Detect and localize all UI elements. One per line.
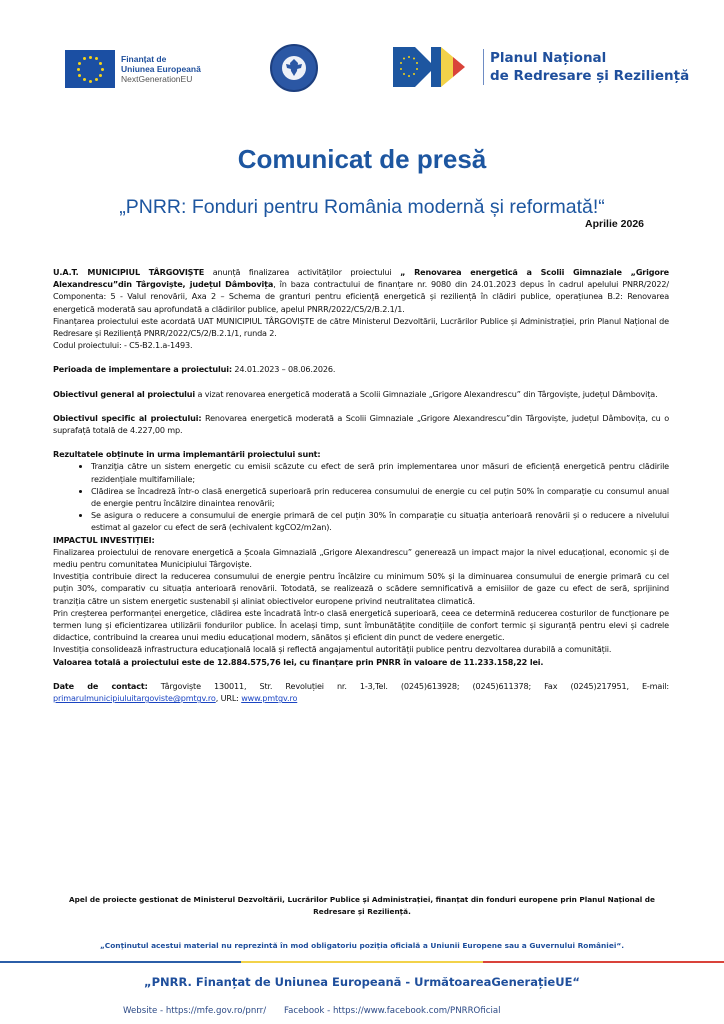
intro-text-1: anunță finalizarea activităților proiectului <box>204 267 401 277</box>
eu-star-icon <box>83 57 86 60</box>
contact-url-label: , URL: <box>215 693 242 704</box>
impact-heading <box>53 534 669 546</box>
eu-funding-logo <box>65 50 201 88</box>
eu-star-icon <box>99 74 102 77</box>
contact-label: Date de contact: <box>53 680 148 691</box>
eu-star-icon <box>89 80 92 83</box>
results-heading-text: Rezultatele obținute in urma implemantării proiectului sunt: <box>53 449 321 460</box>
eu-star-icon <box>95 78 98 81</box>
eu-flag-icon <box>65 50 115 88</box>
pnrr-logo-line1: Planul Național <box>490 50 607 66</box>
specific-objective <box>53 412 669 436</box>
implementation-period <box>53 363 669 375</box>
pnrr-logo-line2: de Redresare și Reziliență <box>490 68 690 84</box>
contact-email-link[interactable]: primarulmunicipiuluitargoviste@pmtgv.ro <box>53 693 216 704</box>
tricolor-divider <box>0 961 724 963</box>
period-value: 24.01.2023 – 08.06.2026. <box>231 364 336 375</box>
footer-slogan: „PNRR. Finanțat de Uniunea Europeană - UrmătoareaGenerațieUE“ <box>144 975 580 989</box>
impact-paragraph: Prin creșterea performanței energetice, clădirea este încadrată într-o clasă energetică superioară, ceea ce determină reducerea costurilor de funcționare pe termen lung și eficientizarea utilizării fondurilor publice. În același timp, sunt îmbunătățite condițiile de confort termic și siguranță pentru elevi și cadrele didactice, contribuind la crearea unui mediu educațional modern, sănătos și eficient din punct de vedere energetic. <box>53 607 669 643</box>
intro-text-2: , în baza contractului de finanțare nr. 9080 din 24.01.2023 depus în cadrul apelului PNRR/2022/ Componenta: 5 - Valul renovării, Axa 2 – Schema de granturi pentru eficiență energetică și reziliență în clădiri publice, operațiunea B.2: Renovarea energetică moderată sau aprofundată a clădirilor publice, apelul PNRR/2022/C5/2/B.2.1/1. <box>53 279 669 314</box>
release-date: Aprilie 2026 <box>585 218 644 230</box>
tricolor-yellow <box>241 961 482 963</box>
general-objective-text: a vizat renovarea energetică moderată a Scolii Gimnaziale „Grigore Alexandrescu” din Târgoviște, județul Dâmbovița. <box>195 388 658 399</box>
contact-text: Târgoviște 130011, Str. Revoluției nr. 1-3,Tel. (0245)613928; (0245)611378; Fax (0245)217951, E-mail: <box>147 680 669 691</box>
specific-objective-text: Renovarea energetică moderată a Scolii Gimnaziale „Grigore Alexandrescu”din Târgoviște, județul Dâmbovița, cu o suprafață totală de 4.227,00 mp. <box>53 412 670 436</box>
project-name: „ Renovarea energetică a Scolii Gimnaziale „Grigore Alexandrescu”din Târgoviște, județul Dâmbovița <box>53 267 670 290</box>
specific-objective-label: Obiectivul specific al proiectului: <box>53 412 202 423</box>
intro-entity: U.A.T. MUNICIPIUL TÂRGOVIȘTE <box>53 267 205 277</box>
project-value <box>53 656 669 668</box>
results-list-item: • Se asigura o reducere a consumului de energie primară de cel puțin 30% în comparație cu situația anterioară renovării și o reducere a nivelului estimat al gazelor cu efect de seră (echivalent kgCO2/m2an). <box>91 509 669 533</box>
eu-star-icon <box>83 78 86 81</box>
pnrr-logo <box>393 45 689 89</box>
eu-star-icon <box>101 68 104 71</box>
impact-paragraph: Investiția contribuie direct la reducerea consumului de energie pentru încălzire cu minimum 50% și la diminuarea consumului de energie primară cu cel puțin 30%, comparativ cu situația anterioară renovării. Totodată, se realizează o scădere semnificativă a emisiilor de gaze cu efect de seră, sprijinind tranziția către un sistem energetic sustenabil și aliniat obiectivelor europene privind neutralitatea climatică. <box>53 571 669 606</box>
pnrr-logo-text <box>483 49 689 85</box>
eu-star-icon <box>78 62 81 65</box>
general-objective <box>53 388 669 400</box>
project-code: Codul proiectului: - C5-B2.1.a-1493. <box>53 340 193 351</box>
tricolor-blue <box>0 961 241 963</box>
eu-logo-line2: Uniunea Europeană <box>121 64 201 74</box>
footer-facebook-link[interactable]: Facebook - https://www.facebook.com/PNRROficial <box>284 1006 501 1016</box>
contact-details <box>53 680 669 704</box>
eu-star-icon <box>77 68 80 71</box>
contact-website-link[interactable]: www.pmtgv.ro <box>241 693 298 704</box>
impact-paragraph: Investiția consolidează infrastructura educațională locală și reflectă angajamentul autorității publice pentru dezvoltarea durabilă a comunității. <box>53 644 612 655</box>
results-heading <box>53 448 669 460</box>
impact-paragraph: Finalizarea proiectului de renovare energetică a Școala Gimnazială „Grigore Alexandrescu” generează un impact major la nivel educațional, economic și de mediu pentru comunitatea Municipiului Târgoviște. <box>53 546 669 570</box>
impact-heading-text: IMPACTUL INVESTIȚIEI: <box>53 534 155 545</box>
results-list <box>53 460 669 533</box>
disclaimer: „Conținutul acestui material nu reprezintă în mod obligatoriu poziția oficială a Uniunii Europene sau a Guvernului României“. <box>99 941 625 950</box>
press-release-body <box>53 266 669 704</box>
page-title: Comunicat de presă <box>237 144 487 174</box>
pnrr-arrows-icon <box>393 45 477 89</box>
eu-star-icon <box>95 57 98 60</box>
project-value-text: Valoarea totală a proiectului este de 12.884.575,76 lei, cu finanțare prin PNRR în valoare de 11.233.158,22 lei. <box>53 656 544 667</box>
gov-seal-graphic <box>272 46 316 90</box>
eu-star-icon <box>99 62 102 65</box>
results-list-item: • Clădirea se încadreză într-o clasă energetică superioară prin reducerea consumului de energie cu cel puțin 50% în comparație cu consumul anual de energie pentru încălzire dinaintea renovării; <box>91 485 669 509</box>
intro-paragraph <box>53 266 669 315</box>
funding-appeal-note: Apel de proiecte gestionat de Ministerul Dezvoltării, Lucrărilor Publice și Administrației, finanțat din fonduri europene prin Planul Național de Redresare și Reziliență. <box>69 895 655 916</box>
eu-logo-line3: NextGenerationEU <box>121 74 193 84</box>
eu-logo-line1: Finanțat de <box>121 54 167 64</box>
period-label: Perioada de implementare a proiectului: <box>53 364 232 375</box>
eu-star-icon <box>78 74 81 77</box>
romanian-government-seal-icon <box>270 44 318 92</box>
funding-paragraph: Finanțarea proiectului este acordată UAT MUNICIPIUL TÂRGOVIȘTE de către Ministerul Dezvoltării, Lucrărilor Publice și Administrației, prin Planul Național de Redresare și Reziliență PNRR/2022/C5/2/B.2.1/1, runda 2. <box>53 315 669 339</box>
page-subtitle: „PNRR: Fonduri pentru România modernă și reformată!“ <box>119 196 605 218</box>
tricolor-red <box>483 961 724 963</box>
eu-star-icon <box>89 56 92 59</box>
footer-website-link[interactable]: Website - https://mfe.gov.ro/pnrr/ <box>123 1006 267 1016</box>
results-list-item: • Tranziţia către un sistem energetic cu emisii scăzute cu efect de seră prin implementarea unor măsuri de eficiență energetică pentru clădirile rezidențiale multifamiliale; <box>91 460 669 484</box>
eu-logo-text <box>121 54 201 84</box>
general-objective-label: Obiectivul general al proiectului <box>53 388 196 399</box>
